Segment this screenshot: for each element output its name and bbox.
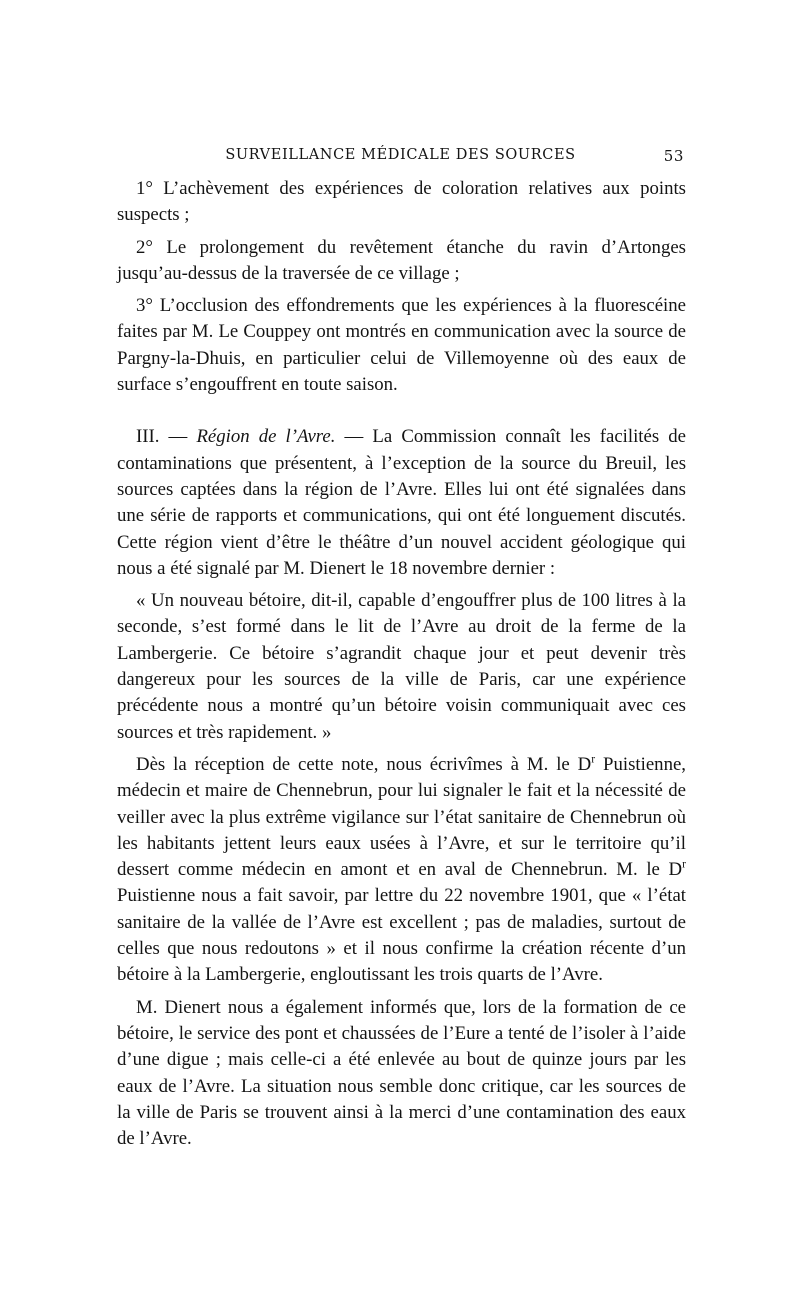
paragraph-item-1: 1° L’achèvement des expériences de coloration relatives aux points suspects ; (117, 178, 686, 226)
body-text (117, 176, 686, 1152)
running-head (117, 147, 684, 167)
paragraph-item-3: 3° L’occlusion des effondrements que les expériences à la fluorescéine faites par M. Le Couppey ont montrés en communication avec la source de Pargny-la-Dhuis, en particulier celui de Villemoyenne où des eaux de surface s’engouffrent en toute saison. (117, 295, 686, 396)
paragraph-item-2: 2° Le prolongement du revêtement étanche du ravin d’Artonges jusqu’au-dessus de la traversée de ce village ; (117, 236, 686, 284)
paragraph-section-iii (117, 424, 686, 582)
doctor-superscript-2: r (682, 857, 686, 871)
paragraph-reception (117, 752, 686, 989)
section-number: III. — (136, 426, 197, 448)
page-number: 53 (663, 147, 684, 165)
section-heading: Région de l’Avre. (196, 426, 336, 448)
doctor-superscript-1: r (591, 752, 596, 766)
paragraph-quotation: « Un nouveau bétoire, dit-il, capable d’engouffrer plus de 100 litres à la seconde, s’est formé dans le lit de l’Avre au droit de la ferme de la Lambergerie. Ce bétoire s’agrandit chaque jour et peut devenir très dangereux pour les sources de la ville de Paris, car une expérience précédente nous a montré qu’un bétoire voisin communiquait avec ces sources et très rapidement. » (117, 590, 686, 743)
running-title: SURVEILLANCE MÉDICALE DES SOURCES (225, 147, 576, 163)
reception-text-b: Puistienne, médecin et maire de Chennebrun, pour lui signaler le fait et la nécessité de veiller avec la plus extrême vigilance sur l’état sanitaire de Chennebrun où les habitants jettent leurs eaux usées à l’Avre, et sur le territoire qu’il dessert comme médecin en amont et en aval de Chennebrun. M. le D (117, 753, 686, 881)
paragraph-dienert: M. Dienert nous a également informés que, lors de la formation de ce bétoire, le service des pont et chaussées de l’Eure a tenté de l’isoler à l’aide d’une digue ; mais celle-ci a été enlevée au bout de quinze jours par les eaux de l’Avre. La situation nous semble donc critique, car les sources de la ville de Paris se trouvent ainsi à la merci d’une contamination des eaux de l’Avre. (117, 996, 686, 1150)
section-text: — La Commission connaît les facilités de contaminations que présentent, à l’exception de la source du Breuil, les sources captées dans la région de l’Avre. Elles lui ont été signalées dans une série de rapports et communications, qui ont été longuement discutés. Cette région vient d’être le théâtre d’un nouvel accident géologique qui nous a été signalé par M. Dienert le 18 novembre dernier : (117, 426, 686, 579)
reception-text-c: Puistienne nous a fait savoir, par lettre du 22 novembre 1901, que « l’état sanitaire de la vallée de l’Avre est excellent ; pas de maladies, surtout de celles que nous redoutons » et il nous confirme la création récente d’un bétoire à la Lambergerie, engloutissant les trois quarts de l’Avre. (117, 885, 686, 986)
reception-text-a: Dès la réception de cette note, nous écrivîmes à M. le D (136, 753, 592, 775)
